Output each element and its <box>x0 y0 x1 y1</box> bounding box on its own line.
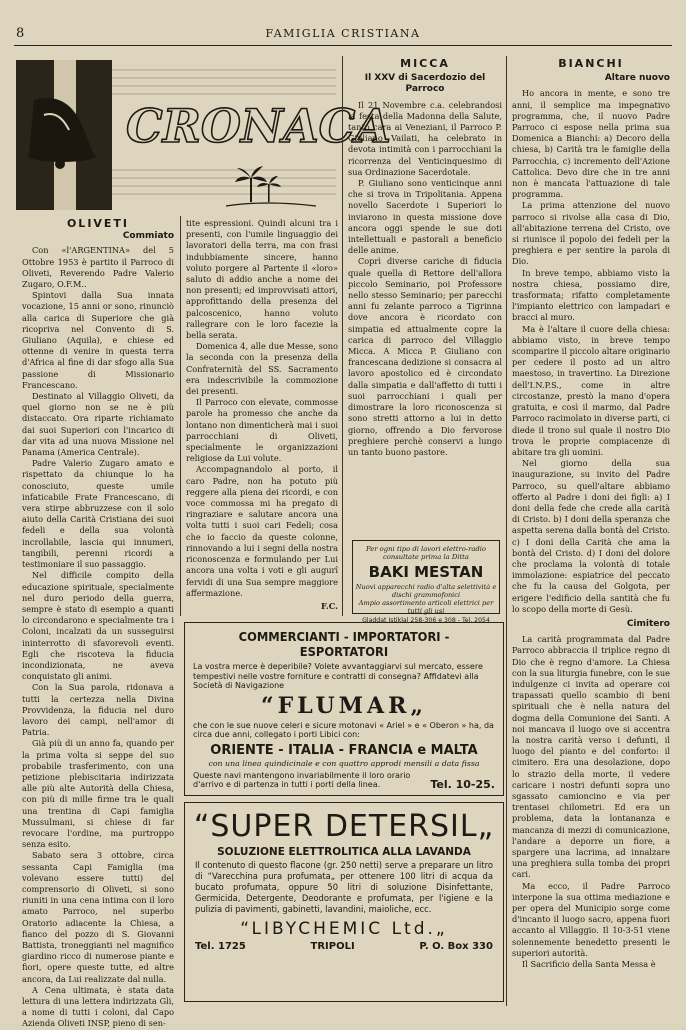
ad-flumar-tel: Tel. 10-25. <box>430 778 495 791</box>
cimitero-heading: Cimitero <box>626 618 670 629</box>
ad-baki-line1: Per ogni tipo di lavori elettro-radio consultate prima la Ditta <box>365 545 487 561</box>
ad-flumar-desc: che con le sue nuove celeri e sicure motonavi « Ariel » e « Oberon » ha, da circa due anni, collegato i porti Libici con: <box>193 720 494 739</box>
ad-detersil-tagline: SOLUZIONE ELETTROLITICA ALLA LAVANDA <box>217 846 471 858</box>
page-number: 8 <box>16 26 25 41</box>
paragraph: Con «l'ARGENTINA» del 5 Ottobre 1953 è partito il Parroco di Oliveti, Reverendo Padre Valerio Zugaro, O.F.M.. <box>22 245 174 290</box>
oliveti-column-1 <box>22 217 174 1029</box>
paragraph: Il Parroco con elevate, commosse parole ha promesso che anche da lontano non dimenticherà mai i suoi parrocchiani di Oliveti, specialmente le organizzazioni religiose da Lui volute. <box>186 397 338 464</box>
cronaca-banner <box>14 60 391 210</box>
paragraph: Ho ancora in mente, e sono tre anni, il semplice ma impegnativo programma, che, il nuovo Padre Parroco ci espose nella prima sua Domenica a Bianchi: a) Decoro della chiesa, b) Carità tra le famiglie della Parrocchia, c) incremento dell'Azione Cattolica. Devo dire che in tre anni non è mancata l'attuazione di tale programma. <box>512 88 670 200</box>
ad-flumar-brand: “FLUMAR„ <box>260 692 428 719</box>
column-rule <box>342 56 343 616</box>
ad-baki-name: BAKI MESTAN <box>368 563 484 581</box>
paragraph: Coprì diverse cariche di fiducia quale quella di Rettore dell'allora piccolo Seminario, poi Professore nello stesso Seminario; per parecchi anni fu zelante parroco a Tigrinna dove ancora è ricordato con simpatia ed attualmente copre la carica di parroco del Villaggio Micca. A Micca P. Giuliano con francescana dedizione si consacra al lavoro apostolico ed è circondato dalla simpatia e dall'affetto di tutti i suoi parrocchiani i quali per dimostrare la loro riconoscenza si sono stretti attorno a lui in detto giorno, offrendo a Dio fervorose preghiere perchè conservi a lungo un tanto buono pastore. <box>348 256 502 457</box>
paragraph: Con la Sua parola, ridonava a tutti la certezza nella Divina Provvidenza, la fiducia nel duro lavoro dei campi, nell'amor di Patria. <box>22 682 174 738</box>
header-rule <box>14 45 672 46</box>
ad-baki-line2: Nuovi apparecchi radio d'alta selettività e dischi grammofonici <box>355 583 497 599</box>
paragraph: Domenica 4, alle due Messe, sono la seconda con la presenza della Confraternità del SS. Sacramento era indescrivibile la commozione dei presenti. <box>186 341 338 397</box>
paragraph: In breve tempo, abbiamo visto la nostra chiesa, possiamo dire, trasformata; rifatto completamente l'impianto elettrico con lampadari e bracci al muro. <box>512 267 670 323</box>
paragraph: Già più di un anno fa, quando per la prima volta si seppe del suo probabile trasferimento, con una petizione plebiscitaria indirizzata alle più alte Autorità della Chiesa, con più di mille firme tra le quali una trentina di Capi famiglia Mussulmani, si chiese di far revocare l'ordine, ma purtroppo senza esito. <box>22 738 174 850</box>
ad-detersil-brand: “SUPER DETERSIL„ <box>193 809 495 844</box>
micca-subhead: Il XXV di Sacerdozio del Parroco <box>364 73 486 95</box>
oliveti-heading: OLIVETI <box>66 217 130 230</box>
ad-detersil-body: Il contenuto di questo flacone (gr. 250 netti) serve a preparare un litro di “Varecchina pura profumata„ per ottenere 100 litri di acqua da bucato profumata, oppure 50 litri di soluzione Disinfettante, Germicida, Detergente, Deodorante e profumata, per l'igiene e la pulizia di pavimenti, gabinetti, lavandini, maioliche, ecc. <box>195 860 493 914</box>
paragraph: P. Giuliano sono venticinque anni che si trova in Tripolitania. Appena novello Sacerdote i Superiori lo inviarono in questa missione dove ancora oggi spende le sue doti intellettuali e pastorali a beneficio delle anime. <box>348 178 502 256</box>
paragraph: Spintovi dalla Sua innata vocazione, 15 anni or sono, rinunciò alla carica di Superiore che già ricopriva nel Convento di S. Giuliano (Aquila), e chiese ed ottenne di venire in questa terra d'Africa al fine di dar sfogo alla Sua passione di Missionario Francescano. <box>22 290 174 390</box>
ad-baki-line3: Ampio assortimento articoli elettrici per tutti gli usi <box>358 599 494 615</box>
paragraph: Il 21 Novembre c.a. celebrandosi la festa della Madonna della Salute, tanto cara ai Veneziani, il Parroco P. Giuliano Vailati, ha celebrato in devota intimità con i parrocchiani la ricorrenza del Venticinquesimo di sua Ordinazione Sacerdotale. <box>348 99 502 177</box>
ad-baki-mestan <box>352 540 500 624</box>
micca-heading: MICCA <box>400 57 450 70</box>
paragraph: Ma ecco, il Padre Parroco interpone la sua ottima mediazione e per opera del Municipio sorge come d'incanto il luogo sacro, appena fuori accanto al Villaggio. Il 10-3-51 viene solennemente benedetto presenti le superiori autorità. <box>512 880 670 958</box>
ad-detersil-tel: Tel. 1725 <box>195 941 246 952</box>
paragraph: Il Sacrificio della Santa Messa è <box>522 959 656 970</box>
bell-tower-icon <box>16 60 112 210</box>
oliveti-subhead: Commiato <box>122 231 174 242</box>
ad-flumar-intro: La vostra merce è deperibile? Volete avvantaggiarvi sul mercato, essere tempestivi nelle vostre forniture e contratti di consegna? Affidatevi alla Società di Navigazione <box>193 662 483 690</box>
banner-title: CRONACA <box>126 99 391 153</box>
paragraph: Destinato al Villaggio Oliveti, da quel giorno non se ne è più distaccato. Ora riparte richiamato dai suoi Superiori con l'incarico di dar vita ad una nuova Missione nel Panama (America Centrale). <box>22 391 174 458</box>
ad-baki-address: Gladdat Istiklal 258-306 e 308 - Tel. 2054 <box>362 617 490 624</box>
paragraph: La prima attenzione del nuovo parroco si rivolse alla casa di Dio, all'abitazione terrena del Cristo, ove si riunisce il popolo dei fedeli per la preghiera e per sentire la parola di Dio. <box>512 200 670 267</box>
paragraph: Nel giorno della sua inaugurazione, su invito del Padre Parroco, su quell'altare abbiamo offerto al Padre i doni dei figli: a) I doni della fede che crede alla carità di Cristo. b) I doni della speranza che aspetta serena dalla bontà del Cristo. c) I doni della Carità che ama la bontà del Cristo. d) I doni del dolore che proclama la volontà di totale immolazione: espiatrice del peccato che fu la causa del Golgota, per erigere l'edificio della santità che fu lo scopo della morte di Gesù. <box>512 458 670 614</box>
bianchi-heading: BIANCHI <box>558 57 624 70</box>
paragraph: Sabato sera 3 ottobre, circa sessanta Capi Famiglia (ma volevano essere tutti) del comprensorio di Oliveti, si sono riuniti in una cena intima con il loro amato Parroco, nel superbo Oratorio adiacente la Chiesa, a fianco del pozzo di S. Giovanni Battista, troneggianti nel magnifico giardino ricco di numerose piante e fiori, opere queste tutte, ed altre ancora, da Lui realizzate dal nulla. <box>22 850 174 984</box>
paragraph: A Cena ultimata, è stata data lettura di una lettera indirizzata Gli, a nome di tutti i coloni, dal Capo Azienda Oliveti INSP, pieno di sen- <box>22 984 174 1029</box>
ad-flumar-routes: ORIENTE - ITALIA - FRANCIA e MALTA <box>210 742 478 758</box>
oliveti-signature: F.C. <box>320 600 338 611</box>
bianchi-subhead: Altare nuovo <box>604 73 670 84</box>
ad-detersil-city: TRIPOLI <box>310 941 355 952</box>
ad-detersil-company: “LIBYCHEMIC Ltd.„ <box>240 919 448 939</box>
paragraph: tite espressioni. Quindi alcuni tra i presenti, con l'umile linguaggio dei lavoratori della terra, ma con frasi indubbiamente sincere, hanno voluto porgere al Partente il «loro» saluto di addio anche a nome dei non presenti; ed improvvisati attori, approfittando della presenza del palcoscenico, hanno voluto rallegrare con le loro facezie la bella serata. <box>186 218 338 341</box>
paragraph: La carità programmata dal Padre Parroco abbraccia il triplice regno di Dio che è regno d'amore. La Chiesa con la sua liturgia funebre, con le sue indulgenze ci invita ad operare coi trapassati quello scambio di beni spirituali che è nella natura del dogma della Comunione dei Santi. A noi mancava il luogo ove si accentra la nostra carità verso i defunti, il luogo del pianto e del conforto: il cimitero. Era una desolazione, dopo lo strazio della morte, il vedere caricare i nostri defunti sopra uno sgassato camioncino e via per trentasei chilometri. Ed era un problema, data la lontananza e mancanza di mezzi di comunicazione, l'andare a deporre un fiore, a spargere una lacrima, ad innalzare una preghiera sulla tomba dei propri cari. <box>512 634 670 880</box>
bianchi-column <box>512 58 670 1012</box>
ad-detersil-pobox: P. O. Box 330 <box>419 941 493 952</box>
paragraph: Nel difficile compito della educazione spirituale, specialmente nel duro periodo della guerra, sempre è stato di esempio a quanti lo circondarono e specialmente tra i Coloni, incalzati da un susseguirsi ininterrotto di sfavorevoli eventi. Egli che riscoteva la fiducia incondizionata, ne aveva conquistato gli animi. <box>22 570 174 682</box>
oliveti-column-2 <box>186 218 338 614</box>
column-rule <box>506 56 507 1006</box>
micca-column <box>348 58 502 528</box>
column-rule <box>180 216 181 616</box>
ad-flumar-note: con una linea quindicinale e con quattro approdi mensili a data fissa <box>208 758 480 768</box>
paragraph: Ma è l'altare il cuore della chiesa: abbiamo visto, in breve tempo scomparire il piccolo altare originario per cedere il posto ad un altro maestoso, in travertino. La Direzione dell'I.N.P.S., come in altre circostanze, prestò la mano d'opera gratuita, e così il marmo, dal Padre Parroco racimolato in diverse parti, ci diede il trono sul quale il nostro Dio trova le proprie compiacenze di abitare tra gli uomini. <box>512 323 670 457</box>
ad-flumar-footer: Queste navi mantengono invariabilmente il loro orario d'arrivo e di partenza in tutti i porti della linea. <box>193 770 411 789</box>
ad-super-detersil <box>184 802 504 1002</box>
ad-flumar-headline: COMMERCIANTI - IMPORTATORI - ESPORTATORI <box>238 629 450 659</box>
paragraph: Padre Valerio Zugaro amato e rispettato da chiunque lo ha conosciuto, queste umile infaticabile Frate Francescano, di vera stirpe abbruzzese con il solo aiuto della Carità Cristiana dei suoi fedeli e della sua volontà incrollabile, lascia qui innumeri, tangibili, perenni ricordi a testimoniare il suo passaggio. <box>22 458 174 570</box>
paragraph: Accompagnandolo al porto, il caro Padre, non ha potuto più reggere alla piena dei ricordi, e con voce commossa mi ha pregato di ringraziare e salutare ancora una volta tutti i suoi cari Fedeli; cosa che io faccio da queste colonne, rinnovando a lui i segni della nostra riconoscenza e formulando per Lui ancora una volta i voti e gli augurî fervidi di una Sua sempre maggiore affermazione. <box>186 464 338 598</box>
ad-flumar <box>184 622 504 796</box>
magazine-title: FAMIGLIA CRISTIANA <box>265 27 421 40</box>
